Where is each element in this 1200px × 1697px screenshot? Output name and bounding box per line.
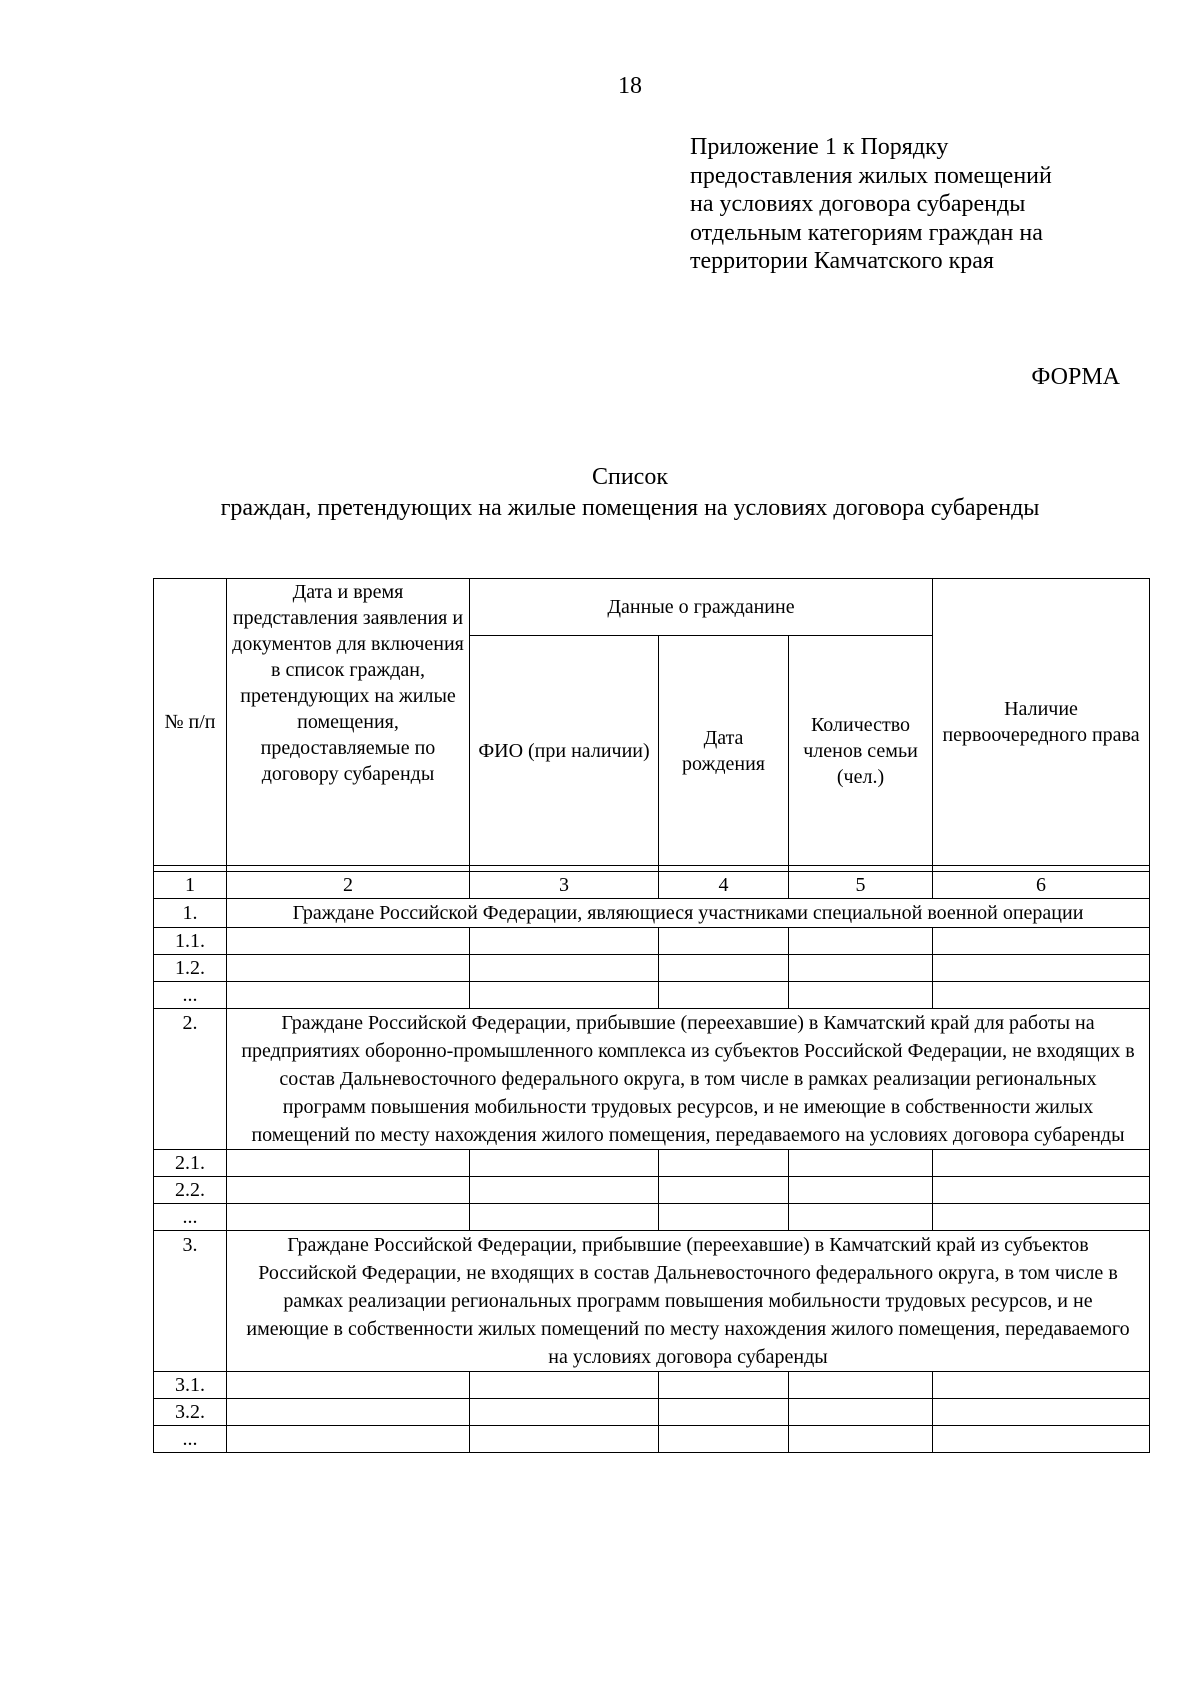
column-number: 5	[789, 872, 933, 899]
section-title: Граждане Российской Федерации, прибывшие (переехавшие) в Камчатский край из субъектов Российской Федерации, не входящих в состав Дальневосточного федерального округа, в том числе в рамках реализации региональных программ повышения мобильности трудовых ресурсов, и не имеющие в собственности жилых помещений по месту нахождения жилого помещения, передаваемого на условиях договора субаренды	[227, 1231, 1150, 1372]
empty-cell	[227, 928, 470, 955]
empty-cell	[789, 1204, 933, 1231]
empty-cell	[933, 1177, 1150, 1204]
empty-cell	[470, 1399, 659, 1426]
empty-cell	[933, 982, 1150, 1009]
empty-cell	[659, 1204, 789, 1231]
empty-cell	[227, 1204, 470, 1231]
section-row	[154, 1009, 1150, 1150]
empty-cell	[659, 928, 789, 955]
table-row	[154, 1177, 1150, 1204]
section-number: 3.	[154, 1231, 227, 1372]
empty-cell	[933, 955, 1150, 982]
empty-cell	[933, 1150, 1150, 1177]
title-line-2: граждан, претендующих на жилые помещения на условиях договора субаренды	[220, 495, 1040, 521]
table-row	[154, 1204, 1150, 1231]
header-priority: Наличие первоочередного права	[933, 579, 1150, 866]
empty-cell	[789, 982, 933, 1009]
table-row	[154, 955, 1150, 982]
page-number: 18	[618, 73, 642, 99]
table-row	[154, 1399, 1150, 1426]
appendix-line: Приложение 1 к Порядку	[690, 134, 949, 160]
row-number: ...	[154, 1204, 227, 1231]
empty-cell	[227, 1399, 470, 1426]
empty-cell	[933, 928, 1150, 955]
empty-cell	[659, 1150, 789, 1177]
table-row	[154, 1372, 1150, 1399]
empty-cell	[659, 1426, 789, 1453]
header-row-1	[154, 579, 1150, 636]
table-row	[154, 1150, 1150, 1177]
empty-cell	[789, 1372, 933, 1399]
header-date-time: Дата и время представления заявления и документов для включения в список граждан, претендующих на жилые помещения, предоставляемые по договору субаренды	[227, 579, 470, 866]
empty-cell	[659, 982, 789, 1009]
header-citizen-data: Данные о гражданине	[470, 579, 933, 636]
header-fio: ФИО (при наличии)	[470, 636, 659, 866]
empty-cell	[470, 982, 659, 1009]
form-label: ФОРМА	[1031, 364, 1120, 390]
table-row	[154, 928, 1150, 955]
empty-cell	[933, 1399, 1150, 1426]
empty-cell	[933, 1204, 1150, 1231]
empty-cell	[789, 928, 933, 955]
empty-cell	[659, 1399, 789, 1426]
empty-cell	[789, 955, 933, 982]
empty-cell	[659, 955, 789, 982]
empty-cell	[789, 1150, 933, 1177]
empty-cell	[659, 1372, 789, 1399]
section-title: Граждане Российской Федерации, прибывшие (переехавшие) в Камчатский край для работы на предприятиях оборонно-промышленного комплекса из субъектов Российской Федерации, не входящих в состав Дальневосточного федерального округа, в том числе в рамках реализации региональных программ повышения мобильности трудовых ресурсов, и не имеющие в собственности жилых помещений по месту нахождения жилого помещения, передаваемого на условиях договора субаренды	[227, 1009, 1150, 1150]
section-number: 2.	[154, 1009, 227, 1150]
row-number: 2.1.	[154, 1150, 227, 1177]
appendix-note	[690, 133, 1160, 276]
table-row	[154, 1426, 1150, 1453]
row-number: 1.2.	[154, 955, 227, 982]
empty-cell	[227, 982, 470, 1009]
empty-cell	[227, 1372, 470, 1399]
row-number: ...	[154, 1426, 227, 1453]
empty-cell	[470, 1204, 659, 1231]
document-title	[120, 462, 1140, 524]
row-number: 3.2.	[154, 1399, 227, 1426]
empty-cell	[470, 928, 659, 955]
column-number: 1	[154, 872, 227, 899]
column-number-row	[154, 872, 1150, 899]
appendix-line: отдельным категориям граждан на	[690, 219, 1043, 246]
empty-cell	[470, 1426, 659, 1453]
row-number: ...	[154, 982, 227, 1009]
row-number: 2.2.	[154, 1177, 227, 1204]
empty-cell	[227, 1150, 470, 1177]
section-number: 1.	[154, 899, 227, 928]
section-row	[154, 1231, 1150, 1372]
appendix-line: предоставления жилых помещений	[690, 162, 1052, 189]
header-family-count: Количество членов семьи (чел.)	[789, 636, 933, 866]
empty-cell	[470, 1177, 659, 1204]
column-number: 2	[227, 872, 470, 899]
empty-cell	[470, 1372, 659, 1399]
citizens-list-table	[153, 578, 1150, 1453]
empty-cell	[227, 955, 470, 982]
empty-cell	[789, 1426, 933, 1453]
empty-cell	[789, 1177, 933, 1204]
empty-cell	[659, 1177, 789, 1204]
section-title: Граждане Российской Федерации, являющиеся участниками специальной военной операции	[227, 899, 1150, 928]
empty-cell	[227, 1426, 470, 1453]
empty-cell	[227, 1177, 470, 1204]
row-number: 1.1.	[154, 928, 227, 955]
column-number: 6	[933, 872, 1150, 899]
appendix-line: на условиях договора субаренды	[690, 191, 1026, 217]
empty-cell	[789, 1399, 933, 1426]
row-number: 3.1.	[154, 1372, 227, 1399]
empty-cell	[933, 1372, 1150, 1399]
appendix-line: территории Камчатского края	[690, 248, 994, 274]
header-num: № п/п	[154, 579, 227, 866]
empty-cell	[933, 1426, 1150, 1453]
empty-cell	[470, 1150, 659, 1177]
column-number: 4	[659, 872, 789, 899]
title-line-1: Список	[591, 464, 668, 490]
empty-cell	[470, 955, 659, 982]
column-number: 3	[470, 872, 659, 899]
table-row	[154, 982, 1150, 1009]
header-birth-date: Дата рождения	[659, 636, 789, 866]
section-row	[154, 899, 1150, 928]
